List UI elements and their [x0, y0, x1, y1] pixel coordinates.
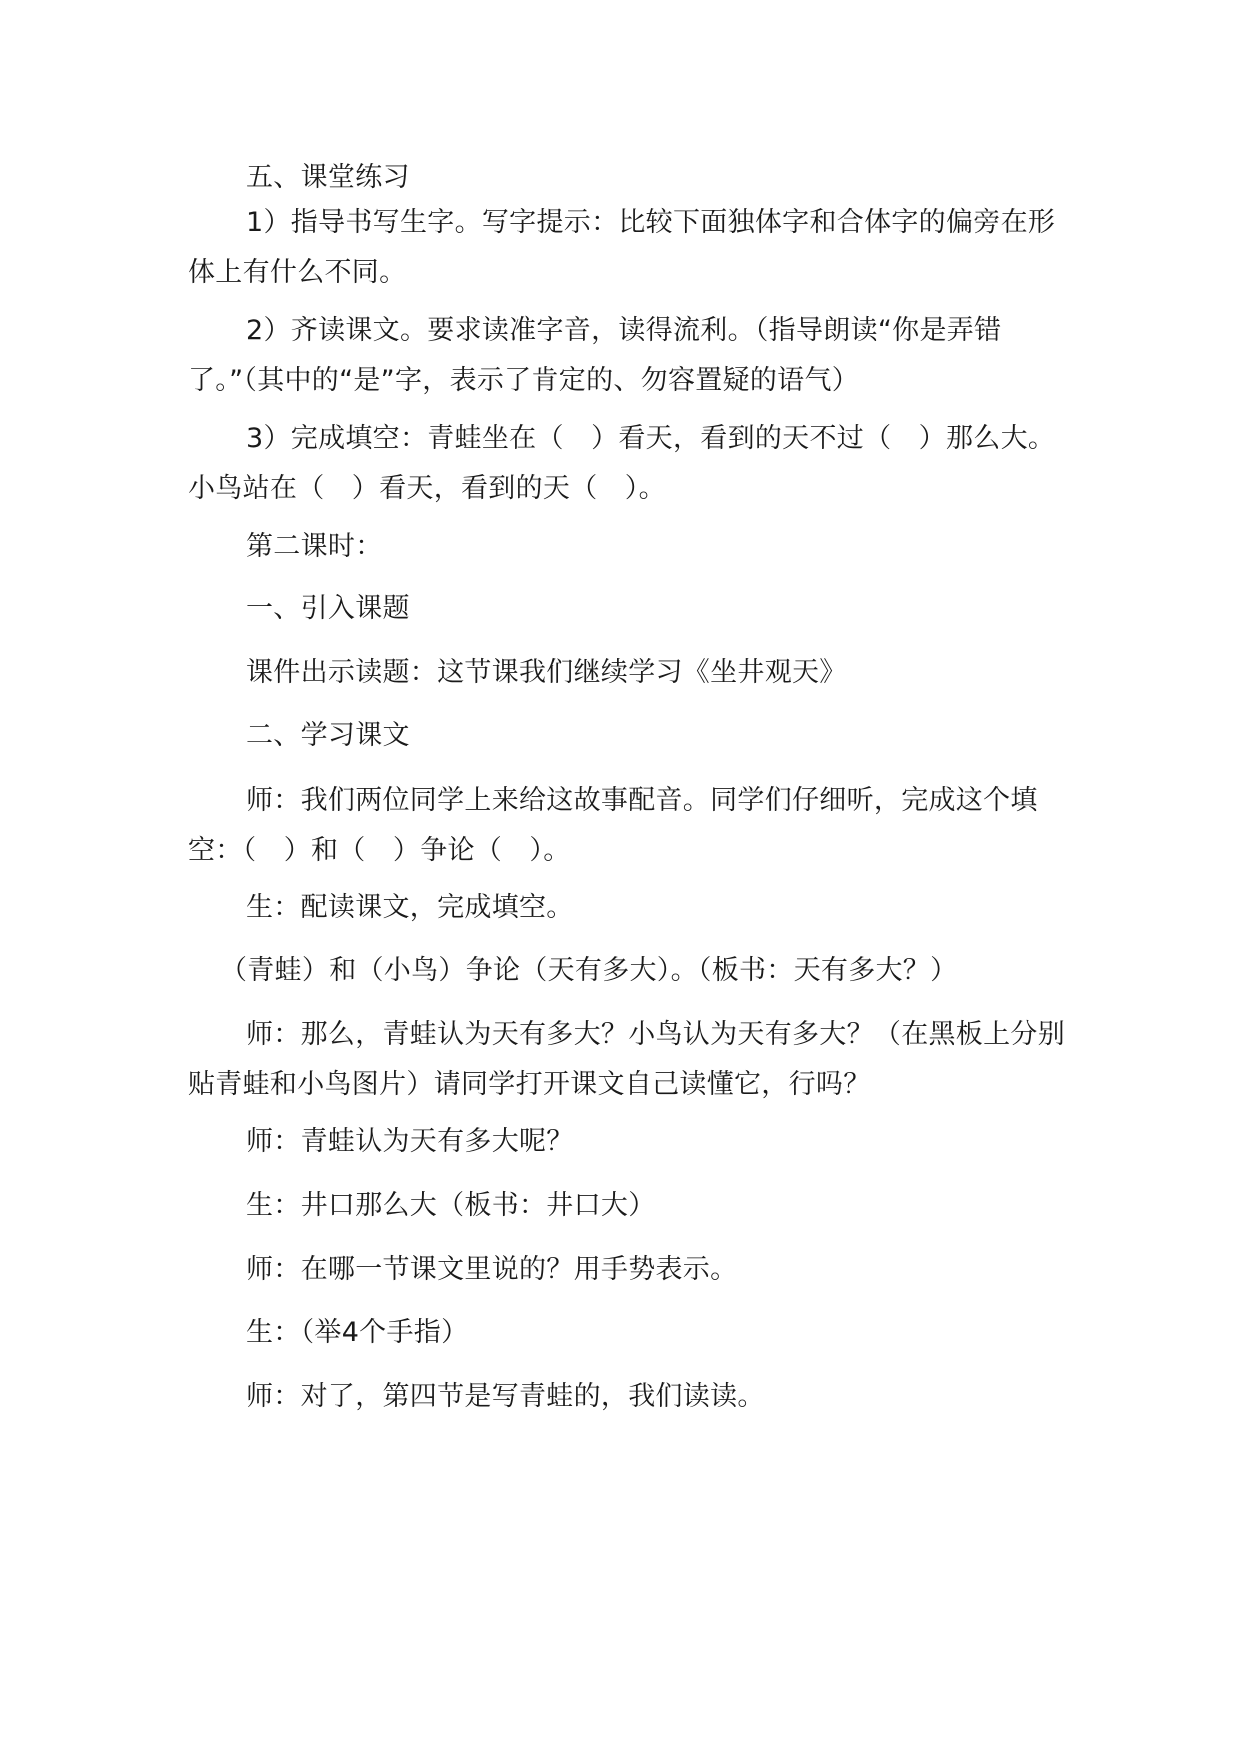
- paragraph-teacher-dubbing: 师：我们两位同学上来给这故事配音。同学们仔细听，完成这个填空：（ ）和（ ）争论（ ）。: [188, 785, 1038, 866]
- exercise-item-2: 2）齐读课文。要求读准字音，读得流利。（指导朗读“你是弄错了。”（其中的“是”字，表示了肯定的、勿容置疑的语气）: [188, 315, 1002, 396]
- exercise-item-1: 1）指导书写生字。写字提示：比较下面独体字和合体字的偏旁在形体上有什么不同。: [188, 207, 1056, 288]
- exercise-item-3: 3）完成填空：青蛙坐在（ ）看天，看到的天不过（ ）那么大。小鸟站在（ ）看天，看到的天（ ）。: [188, 423, 1056, 504]
- paragraph-student-fingers: 生：（举4个手指）: [246, 1317, 469, 1348]
- heading-introduce-topic: 一、引入课题: [246, 593, 410, 624]
- paragraph-teacher-question: 师：那么，青蛙认为天有多大？小鸟认为天有多大？（在黑板上分别贴青蛙和小鸟图片）请同学打开课文自己读懂它，行吗？: [188, 1019, 1065, 1100]
- paragraph-student-reading: 生：配读课文，完成填空。: [246, 892, 574, 923]
- paragraph-student-well: 生：井口那么大（板书：井口大）: [246, 1190, 656, 1221]
- paragraph-teacher-which: 师：在哪一节课文里说的？用手势表示。: [246, 1254, 738, 1285]
- paragraph-teacher-read: 师：对了，第四节是写青蛙的，我们读读。: [246, 1381, 765, 1412]
- heading-learn-text: 二、学习课文: [246, 720, 410, 751]
- heading-second-lesson: 第二课时：: [246, 531, 383, 562]
- heading-classroom-exercise: 五、课堂练习: [246, 162, 410, 193]
- paragraph-fill-answer: （青蛙）和（小鸟）争论（天有多大）。（板书：天有多大？）: [220, 955, 958, 986]
- paragraph-courseware: 课件出示读题：这节课我们继续学习《坐井观天》: [246, 657, 847, 688]
- paragraph-teacher-frog: 师：青蛙认为天有多大呢？: [246, 1126, 574, 1157]
